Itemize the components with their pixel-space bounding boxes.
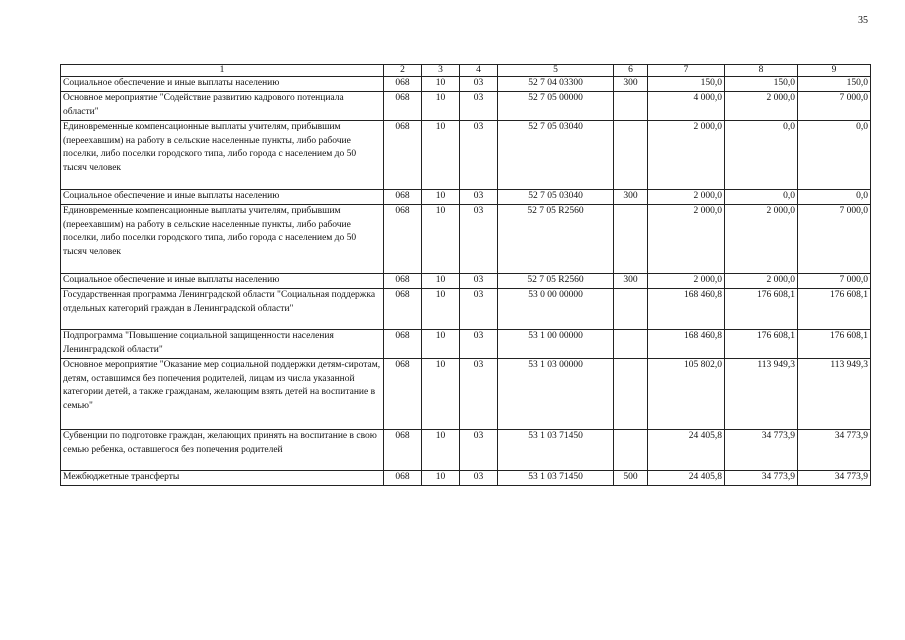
section-code: 10: [422, 92, 460, 121]
page-number: 35: [858, 15, 868, 26]
ministry-code: 068: [384, 190, 422, 205]
expense-type-code: [614, 330, 648, 359]
subsection-code: 03: [460, 121, 498, 190]
expense-type-code: [614, 430, 648, 471]
table-row: [61, 92, 871, 121]
ministry-code: 068: [384, 359, 422, 430]
header-cell-3: 3: [422, 65, 460, 77]
table-row: [61, 330, 871, 359]
target-article-code: 53 0 00 00000: [498, 289, 614, 330]
ministry-code: 068: [384, 430, 422, 471]
expense-type-code: 300: [614, 190, 648, 205]
row-name: Межбюджетные трансферты: [61, 471, 384, 486]
amount-col-7: 4 000,0: [648, 92, 725, 121]
row-name: Социальное обеспечение и иные выплаты населению: [61, 190, 384, 205]
expense-type-code: [614, 121, 648, 190]
ministry-code: 068: [384, 274, 422, 289]
ministry-code: 068: [384, 471, 422, 486]
header-row: [61, 65, 871, 77]
amount-col-8: 34 773,9: [725, 430, 798, 471]
header-cell-7: 7: [648, 65, 725, 77]
target-article-code: 53 1 03 00000: [498, 359, 614, 430]
header-cell-2: 2: [384, 65, 422, 77]
row-name: Единовременные компенсационные выплаты учителям, прибывшим (переехавшим) на работу в сельские населенные пункты, либо рабочие поселки, либо поселки городского типа, либо города с населением до 50 тысяч человек: [61, 121, 384, 190]
subsection-code: 03: [460, 77, 498, 92]
section-code: 10: [422, 289, 460, 330]
subsection-code: 03: [460, 92, 498, 121]
row-name: Единовременные компенсационные выплаты учителям, прибывшим (переехавшим) на работу в сельские населенные пункты, либо рабочие поселки, либо поселки городского типа, либо города с населением до 50 тысяч человек: [61, 205, 384, 274]
section-code: 10: [422, 471, 460, 486]
target-article-code: 52 7 04 03300: [498, 77, 614, 92]
table-row: [61, 359, 871, 430]
amount-col-7: 2 000,0: [648, 205, 725, 274]
subsection-code: 03: [460, 430, 498, 471]
header-cell-5: 5: [498, 65, 614, 77]
amount-col-7: 105 802,0: [648, 359, 725, 430]
table-row: [61, 205, 871, 274]
target-article-code: 53 1 03 71450: [498, 430, 614, 471]
expense-type-code: [614, 205, 648, 274]
target-article-code: 52 7 05 00000: [498, 92, 614, 121]
amount-col-9: 0,0: [798, 190, 871, 205]
expense-type-code: 500: [614, 471, 648, 486]
expense-type-code: 300: [614, 274, 648, 289]
amount-col-9: 7 000,0: [798, 92, 871, 121]
header-cell-8: 8: [725, 65, 798, 77]
subsection-code: 03: [460, 289, 498, 330]
amount-col-7: 168 460,8: [648, 289, 725, 330]
amount-col-8: 34 773,9: [725, 471, 798, 486]
target-article-code: 53 1 03 71450: [498, 471, 614, 486]
row-name: Подпрограмма "Повышение социальной защищенности населения Ленинградской области": [61, 330, 384, 359]
expense-type-code: 300: [614, 77, 648, 92]
target-article-code: 52 7 05 03040: [498, 121, 614, 190]
ministry-code: 068: [384, 77, 422, 92]
target-article-code: 52 7 05 R2560: [498, 205, 614, 274]
table-row: [61, 289, 871, 330]
target-article-code: 53 1 00 00000: [498, 330, 614, 359]
table-row: [61, 471, 871, 486]
ministry-code: 068: [384, 92, 422, 121]
ministry-code: 068: [384, 205, 422, 274]
amount-col-8: 150,0: [725, 77, 798, 92]
amount-col-8: 176 608,1: [725, 330, 798, 359]
target-article-code: 52 7 05 03040: [498, 190, 614, 205]
table-row: [61, 190, 871, 205]
ministry-code: 068: [384, 121, 422, 190]
table-row: [61, 430, 871, 471]
subsection-code: 03: [460, 330, 498, 359]
expense-type-code: [614, 289, 648, 330]
target-article-code: 52 7 05 R2560: [498, 274, 614, 289]
header-cell-9: 9: [798, 65, 871, 77]
amount-col-7: 24 405,8: [648, 430, 725, 471]
amount-col-7: 2 000,0: [648, 190, 725, 205]
amount-col-8: 176 608,1: [725, 289, 798, 330]
amount-col-7: 168 460,8: [648, 330, 725, 359]
subsection-code: 03: [460, 205, 498, 274]
subsection-code: 03: [460, 359, 498, 430]
table-row: [61, 77, 871, 92]
amount-col-8: 113 949,3: [725, 359, 798, 430]
header-cell-1: 1: [61, 65, 384, 77]
header-cell-6: 6: [614, 65, 648, 77]
row-name: Социальное обеспечение и иные выплаты населению: [61, 77, 384, 92]
section-code: 10: [422, 430, 460, 471]
ministry-code: 068: [384, 289, 422, 330]
amount-col-9: 34 773,9: [798, 430, 871, 471]
amount-col-8: 2 000,0: [725, 205, 798, 274]
amount-col-8: 0,0: [725, 190, 798, 205]
expense-type-code: [614, 92, 648, 121]
amount-col-8: 0,0: [725, 121, 798, 190]
amount-col-9: 113 949,3: [798, 359, 871, 430]
row-name: Субвенции по подготовке граждан, желающих принять на воспитание в свою семью ребенка, оставшегося без попечения родителей: [61, 430, 384, 471]
amount-col-9: 150,0: [798, 77, 871, 92]
section-code: 10: [422, 205, 460, 274]
ministry-code: 068: [384, 330, 422, 359]
subsection-code: 03: [460, 190, 498, 205]
amount-col-9: 7 000,0: [798, 205, 871, 274]
amount-col-9: 0,0: [798, 121, 871, 190]
subsection-code: 03: [460, 274, 498, 289]
amount-col-9: 176 608,1: [798, 289, 871, 330]
section-code: 10: [422, 330, 460, 359]
amount-col-7: 24 405,8: [648, 471, 725, 486]
budget-table: [60, 64, 871, 486]
amount-col-8: 2 000,0: [725, 274, 798, 289]
row-name: Основное мероприятие "Содействие развитию кадрового потенциала области": [61, 92, 384, 121]
row-name: Основное мероприятие "Оказание мер социальной поддержки детям-сиротам, детям, оставшимся без попечения родителей, лицам из числа указанной категории детей, а также гражданам, желающим взять детей на воспитание в семью": [61, 359, 384, 430]
row-name: Социальное обеспечение и иные выплаты населению: [61, 274, 384, 289]
amount-col-7: 2 000,0: [648, 121, 725, 190]
section-code: 10: [422, 190, 460, 205]
amount-col-9: 7 000,0: [798, 274, 871, 289]
subsection-code: 03: [460, 471, 498, 486]
expense-type-code: [614, 359, 648, 430]
table-row: [61, 121, 871, 190]
amount-col-7: 150,0: [648, 77, 725, 92]
amount-col-9: 34 773,9: [798, 471, 871, 486]
amount-col-7: 2 000,0: [648, 274, 725, 289]
row-name: Государственная программа Ленинградской области "Социальная поддержка отдельных категорий граждан в Ленинградской области": [61, 289, 384, 330]
header-cell-4: 4: [460, 65, 498, 77]
section-code: 10: [422, 274, 460, 289]
table-row: [61, 274, 871, 289]
section-code: 10: [422, 359, 460, 430]
amount-col-9: 176 608,1: [798, 330, 871, 359]
section-code: 10: [422, 77, 460, 92]
amount-col-8: 2 000,0: [725, 92, 798, 121]
section-code: 10: [422, 121, 460, 190]
